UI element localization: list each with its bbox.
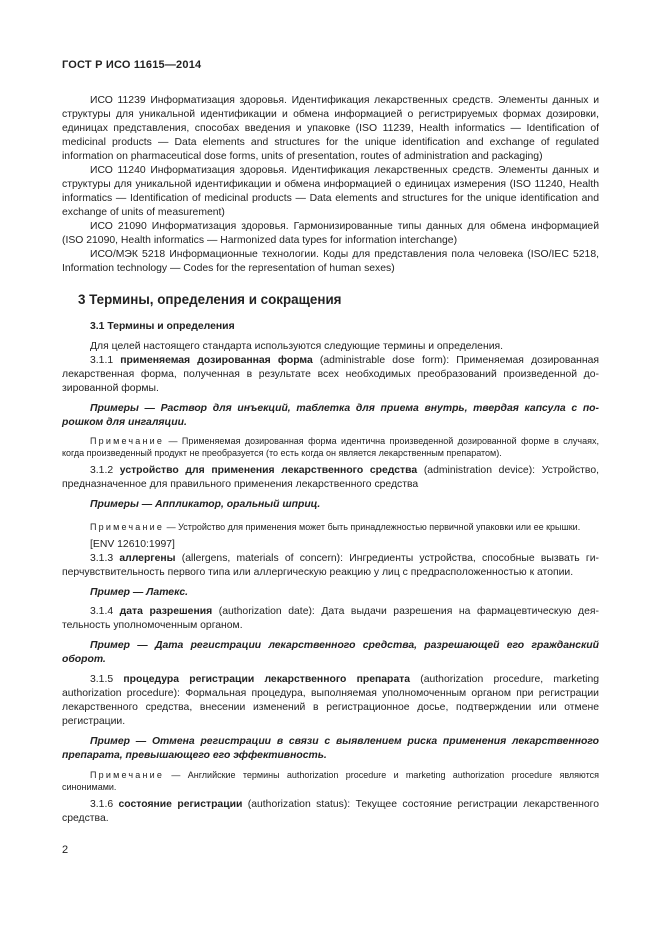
normative-references [62,94,599,276]
term-3-1-6: 3.1.6 состояние регистрации (authorization status): Текущее состояние регистрации лекарственного средства. [62,799,599,824]
section-title: 3 Термины, определения и сокращения [78,292,342,307]
page-number: 2 [62,844,69,856]
example-3-1-3: Пример — Латекс. [90,587,189,598]
example-3-1-4: Пример — Дата регистрации лекарственного средства, разрешающей его гражданский оборот. [62,640,599,665]
term-3-1-3: 3.1.3 аллергены (allergens, materials of concern): Ингредиенты устройства, способные вызвать гиперчувствительность первого типа или аллергическую реакцию у лиц с предрасположенностью к атопии. [62,553,599,578]
term-3-1-5: 3.1.5 процедура регистрации лекарственного препарата (authorization procedure, marketing authorization procedure): Формальная процедура, выполняемая уполномоченным органом при регистрации лекарственного средства, внесении изменений в регистрационное досье, подтверждении или отмене регистрации. [62,674,600,727]
term-name: применяемая дозированная форма [120,355,313,366]
term-name: аллергены [119,553,176,564]
note-3-1-2: Примечание — Устройство для применения может быть принадлежностью первичной упаковки или ее крышки. [90,522,581,532]
term-name: состояние регистрации [118,799,243,810]
terms-section [62,320,599,826]
intro-text: Для целей настоящего стандарта используются следующие термины и определения. [90,341,504,352]
term-3-1-2: 3.1.2 устройство для применения лекарственного средства (administration device): Устройство, предназначенное для правильного применения лекарственного средства [62,465,599,490]
reference-item: ИСО 21090 Информатизация здоровья. Гармонизированные типы данных для обмена информацией (ISO 21090, Health informatics — Harmonized data types for information interchange) [62,221,599,246]
reference-item: ИСО 11239 Информатизация здоровья. Идентификация лекарственных средств. Элементы данных и структуры для уникальной идентификации и обмена информацией о регистрируемых формах дозировки, единицах представления, способах введения и упаковке (ISO 11239, Health informatics — Identification of medicinal products — Data elements and structures for the unique identification and exchange of regulated information on pharmaceutical dose forms, units of presentation, routes of administration and packaging) [62,95,599,162]
term-name: устройство для применения лекарственного средства [119,465,418,476]
term-name: дата разрешения [119,606,213,617]
term-3-1-4: 3.1.4 дата разрешения (authorization date): Дата выдачи разрешения на фармацевтическую деятельность уполномоченным органом. [62,606,599,631]
note-label: Примечание [90,522,165,532]
example-3-1-2: Примеры — Аппликатор, оральный шприц. [90,499,321,510]
note-label: Примечание [90,770,165,780]
example-3-1-1: Примеры — Раствор для инъекций, таблетка для приема внутрь, твердая капсула с порошком для ингаляции. [62,403,599,428]
subsection-title: 3.1 Термины и определения [90,321,235,332]
note-3-1-1: Примечание — Применяемая дозированная форма идентична произведенной дозированной форме в случаях, когда произведенный продукт не преобразуется (то есть когда он является лекарственным препаратом). [62,436,599,458]
note-label: Примечание [90,436,165,446]
term-3-1-1: 3.1.1 применяемая дозированная форма (administrable dose form): Применяемая дозированная лекарственная форма, полученная в результате всех необходимых преобразований произведенной дозированной формы. [62,355,599,394]
example-3-1-5: Пример — Отмена регистрации в связи с выявлением риска применения лекарственного препарата, превышающего его эффективность. [62,736,599,761]
document-header: ГОСТ Р ИСО 11615—2014 [62,59,202,71]
reference-item: ИСО/МЭК 5218 Информационные технологии. Коды для представления пола человека (ISO/IEC 5218, Information technology — Codes for the representation of human sexes) [62,249,599,274]
note-3-1-5: Примечание — Английские термины authorization procedure и marketing authorization procedure являются синонимами. [62,770,599,792]
term-name: процедура регистрации лекарственного препарата [123,674,411,685]
reference-item: ИСО 11240 Информатизация здоровья. Идентификация лекарственных средств. Элементы данных и структуры для уникальной идентификации и обмена информацией о единицах измерения (ISO 11240, Health informatics — Identification of medicinal products — Data elements and structures for the unique identification and exchange of units of measurement) [62,165,599,218]
term-source: [ENV 12610:1997] [90,539,175,550]
